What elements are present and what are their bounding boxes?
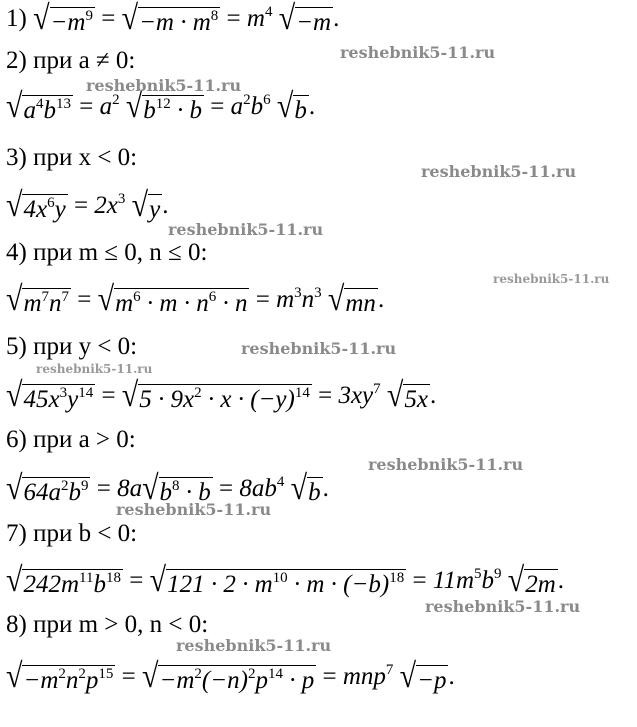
watermark: reshebnik5-11.ru xyxy=(368,455,524,474)
problem-3-solution: √ $4x^6y$ = $2x^3$ √ y . xyxy=(6,186,169,225)
watermark: reshebnik5-11.ru xyxy=(116,500,272,519)
problem-2-condition: 2) при a ≠ 0: xyxy=(6,47,136,74)
watermark: reshebnik5-11.ru xyxy=(36,362,153,376)
problem-5-condition: 5) при y < 0: xyxy=(6,333,138,360)
watermark: reshebnik5-11.ru xyxy=(168,220,324,239)
problem-4-solution: √ $m^7n^7$ = √ $m^6 \cdot m \cdot n^6 \cdot n$ = $m^3n^3$ √ mn . xyxy=(6,280,385,319)
problem-7-condition: 7) при b < 0: xyxy=(6,520,138,547)
problem-8-solution: √ $-m^2n^2p^{15}$ = √ $-m^2(-n)^2p^{14} \cdot p$ = mnp$^7$ √ −p . xyxy=(6,657,455,696)
problem-6-condition: 6) при a > 0: xyxy=(6,426,136,453)
problem-2-solution: √ $a^4b^{13}$ = $a^2$ √ $b^{12} \cdot b$ = $a^2b^6$ √ b . xyxy=(6,87,316,126)
watermark: reshebnik5-11.ru xyxy=(176,636,332,655)
problem-4-condition: 4) при m ≤ 0, n ≤ 0: xyxy=(6,239,208,266)
problem-6-solution: √ $64a^2b^9$ = 8a √ $b^8 \cdot b$ = $8ab^4$ √ b . xyxy=(6,469,329,508)
watermark: reshebnik5-11.ru xyxy=(241,339,397,358)
watermark: reshebnik5-11.ru xyxy=(340,43,496,62)
watermark: reshebnik5-11.ru xyxy=(425,597,581,616)
problem-7-solution: √ $242m^{11}b^{18}$ = √ $121 \cdot 2 \cdot m^{10} \cdot m \cdot (-b)^{18}$ = $11m^5b^9$ √ 2m . xyxy=(6,561,565,600)
problem-1-label: 1) xyxy=(6,5,27,32)
problem-8-condition: 8) при m > 0, n < 0: xyxy=(6,611,209,638)
watermark: reshebnik5-11.ru xyxy=(86,76,242,95)
problem-5-solution: √ $45x^3y^{14}$ = √ $5 \cdot 9x^2 \cdot x \cdot (-y)^{14}$ = $3xy^7$ √ 5x . xyxy=(6,376,437,415)
watermark: reshebnik5-11.ru xyxy=(493,272,610,286)
problem-3-condition: 3) при x < 0: xyxy=(6,144,138,171)
problem-1-solution: 1) √ $-m^9$ = √ $-m \cdot m^8$ = $m^4$ √ −m . xyxy=(6,0,340,38)
watermark: reshebnik5-11.ru xyxy=(421,162,577,181)
